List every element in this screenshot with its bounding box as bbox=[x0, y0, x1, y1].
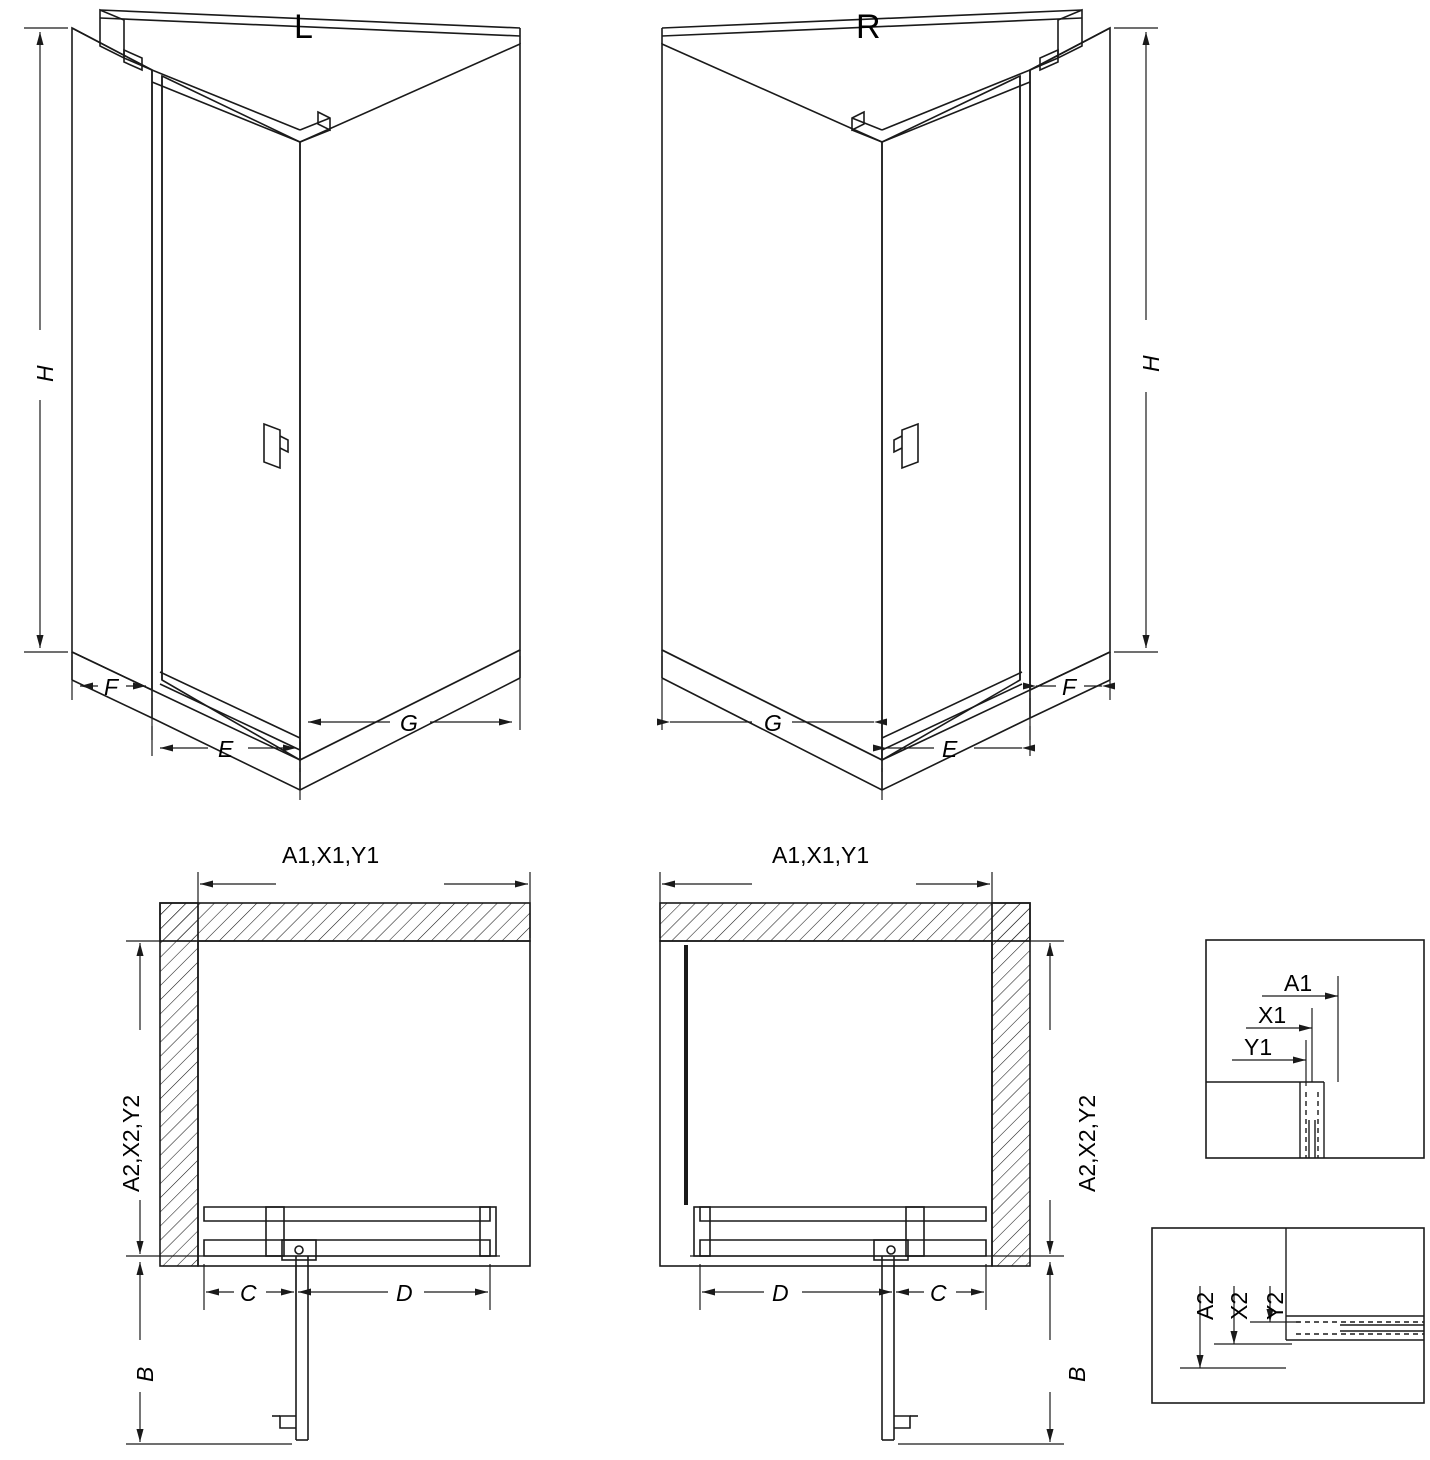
plan-right-dimension-c: C bbox=[930, 1280, 947, 1306]
dimension-label-h-left: H bbox=[32, 365, 58, 382]
dimension-label-h-right: H bbox=[1138, 355, 1164, 372]
plan-right-dimension-d: D bbox=[772, 1280, 789, 1306]
detail-bottom-label-x2: X2 bbox=[1226, 1291, 1252, 1320]
dimension-label-e-right: E bbox=[942, 736, 958, 762]
dimension-label-g-left: G bbox=[400, 710, 418, 736]
title-right: R bbox=[856, 8, 881, 46]
detail-bottom-label-y2: Y2 bbox=[1262, 1291, 1288, 1320]
plan-left-dimension-d: D bbox=[396, 1280, 413, 1306]
detail-bottom-label-a2: A2 bbox=[1192, 1291, 1218, 1320]
dimension-gef-right bbox=[662, 656, 1110, 800]
dimension-label-g-right: G bbox=[764, 710, 782, 736]
detail-view-top bbox=[1206, 940, 1424, 1158]
plan-left-dimension-c: C bbox=[240, 1280, 257, 1306]
detail-top-label-y1: Y1 bbox=[1244, 1034, 1273, 1060]
dimension-feg-left bbox=[72, 656, 520, 800]
dimension-label-e-left: E bbox=[218, 736, 234, 762]
dimension-label-f-left: F bbox=[104, 674, 119, 700]
detail-top-label-x1: X1 bbox=[1258, 1002, 1287, 1028]
dimension-h-left bbox=[24, 28, 68, 652]
plan-left-side-dimension-label: A2,X2,Y2 bbox=[118, 1094, 144, 1192]
dimension-h-right bbox=[1114, 28, 1158, 652]
plan-view-right bbox=[660, 872, 1064, 1444]
detail-top-label-a1: A1 bbox=[1284, 970, 1313, 996]
plan-right-top-dimension-label: A1,X1,Y1 bbox=[772, 842, 870, 868]
plan-left-dimension-b: B bbox=[132, 1366, 158, 1382]
iso-view-right bbox=[662, 10, 1110, 790]
plan-right-dimension-b: B bbox=[1064, 1366, 1090, 1382]
plan-left-top-dimension-label: A1,X1,Y1 bbox=[282, 842, 380, 868]
plan-view-left bbox=[126, 872, 530, 1444]
title-left: L bbox=[294, 8, 313, 46]
iso-view-left bbox=[72, 10, 520, 790]
plan-right-side-dimension-label: A2,X2,Y2 bbox=[1074, 1094, 1100, 1192]
dimension-label-f-right: F bbox=[1062, 674, 1077, 700]
